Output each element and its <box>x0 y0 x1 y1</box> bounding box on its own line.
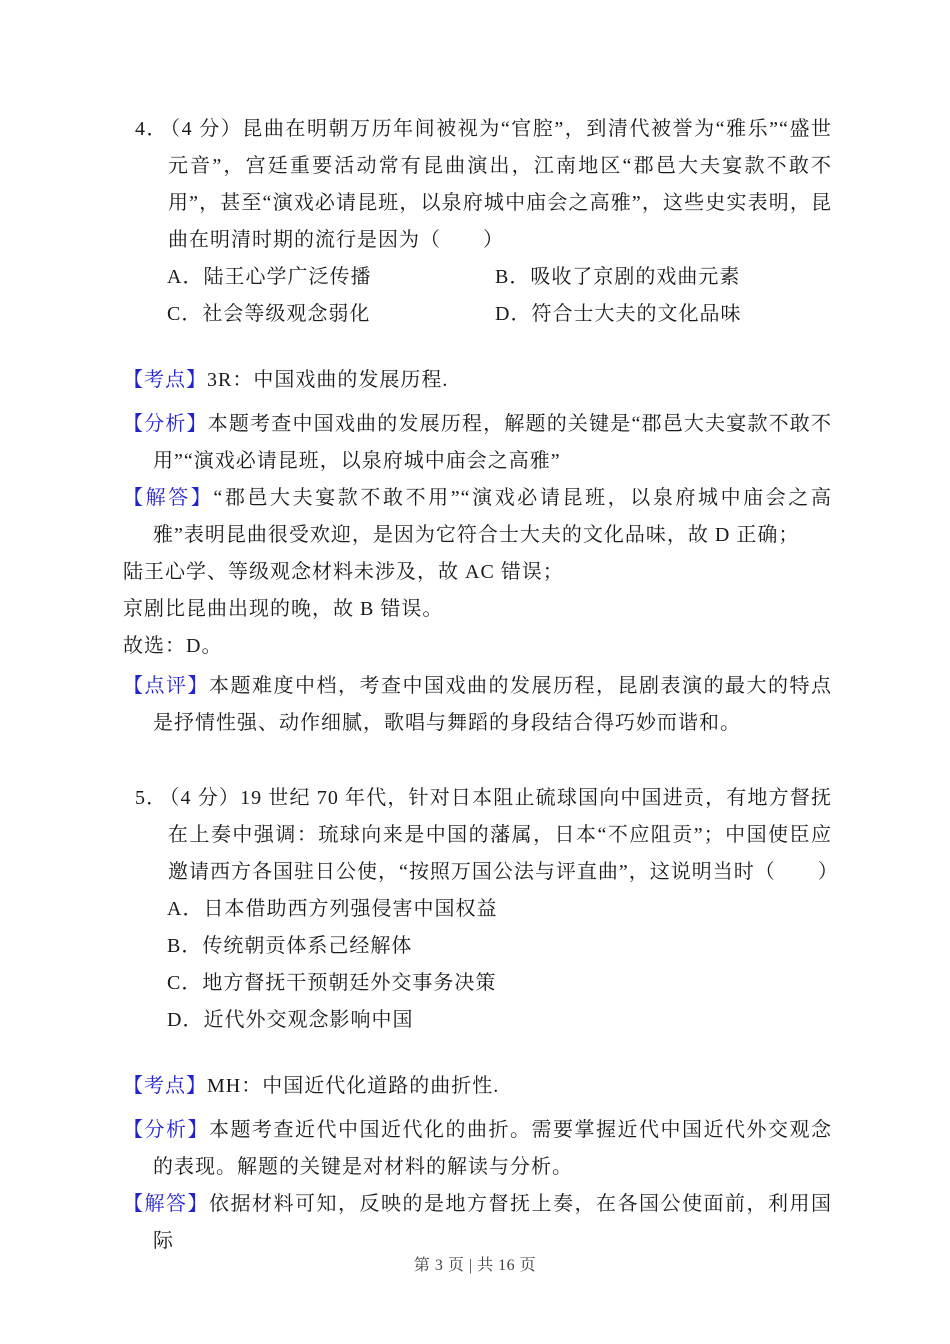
question-4-point-text: 3R：中国戏曲的发展历程. <box>207 369 449 391</box>
page-footer: 第 3 页 | 共 16 页 <box>413 1257 537 1274</box>
question-4-option-b: B．吸收了京剧的戏曲元素 <box>495 266 741 288</box>
question-4-point-section <box>123 362 832 399</box>
question-4-options <box>167 259 832 333</box>
question-5-option-b: B．传统朝贡体系己经解体 <box>167 935 413 957</box>
question-5-options <box>167 891 832 1039</box>
analysis-label: 【分析】 <box>123 1119 209 1141</box>
question-5-point-text: MH：中国近代化道路的曲折性. <box>207 1075 500 1097</box>
question-5-point-section <box>123 1068 832 1105</box>
question-4-comment-section <box>123 668 832 742</box>
question-4-text: （4 分）昆曲在明朝万历年间被视为“官腔”，到清代被誉为“雅乐”“盛世元音”，宫廷重要活动常有昆曲演出，江南地区“郡邑大夫宴款不敢不用”，甚至“演戏必请昆班，以泉府城中庙会之高雅”，这些史实表明，昆曲在明清时期的流行是因为（ ） <box>168 118 833 251</box>
question-4-answer-line-3: 京剧比昆曲出现的晚，故 B 错误。 <box>123 598 444 620</box>
answer-label: 【解答】 <box>123 1193 209 1215</box>
analysis-label: 【分析】 <box>123 413 208 435</box>
question-5-answer-section <box>123 1186 832 1260</box>
point-label: 【考点】 <box>123 369 207 391</box>
question-5-analysis-section <box>123 1112 832 1186</box>
answer-label: 【解答】 <box>123 487 214 509</box>
question-5-stem <box>135 780 839 891</box>
point-label: 【考点】 <box>123 1075 207 1097</box>
question-4-analysis-section <box>123 406 832 480</box>
question-4-comment-text: 本题难度中档，考查中国戏曲的发展历程，昆剧表演的最大的特点是抒情性强、动作细腻，歌唱与舞蹈的身段结合得巧妙而谐和。 <box>153 675 832 734</box>
question-4-answer-text: “郡邑大夫宴款不敢不用”“演戏必请昆班，以泉府城中庙会之高雅”表明昆曲很受欢迎，是因为它符合士大夫的文化品味，故 D 正确； <box>153 487 832 546</box>
question-4-option-d: D．符合士大夫的文化品味 <box>495 303 742 325</box>
question-5-number: 5． <box>135 787 168 809</box>
question-4-number: 4． <box>135 118 169 140</box>
question-4-analysis-text: 本题考查中国戏曲的发展历程，解题的关键是“郡邑大夫宴款不敢不用”“演戏必请昆班，以泉府城中庙会之高雅” <box>153 413 832 472</box>
question-5-analysis-text: 本题考查近代中国近代化的曲折。需要掌握近代中国近代外交观念的表现。解题的关键是对材料的解读与分析。 <box>153 1119 832 1178</box>
question-5-answer-text: 依据材料可知，反映的是地方督抚上奏，在各国公使面前，利用国际 <box>153 1193 832 1252</box>
question-5-option-a: A．日本借助西方列强侵害中国权益 <box>167 898 498 920</box>
question-4-answer-conclusion: 故选：D。 <box>123 635 223 657</box>
comment-label: 【点评】 <box>123 675 209 697</box>
question-5-text: （4 分）19 世纪 70 年代，针对日本阻止硫球国向中国进贡，有地方督抚在上奏中强调：琉球向来是中国的藩属，日本“不应阻贡”；中国使臣应邀请西方各国驻日公使，“按照万国公法与评直曲”，这说明当时（ ） <box>168 787 839 883</box>
question-5-option-c: C．地方督抚干预朝廷外交事务决策 <box>167 972 497 994</box>
question-4-option-c: C．社会等级观念弱化 <box>167 303 371 325</box>
question-4-option-a: A．陆王心学广泛传播 <box>167 266 372 288</box>
question-4-stem <box>135 111 832 259</box>
question-4-answer-line-2: 陆王心学、等级观念材料未涉及，故 AC 错误； <box>123 561 564 583</box>
question-5-option-d: D．近代外交观念影响中国 <box>167 1009 414 1031</box>
question-4-answer-section <box>123 480 832 554</box>
